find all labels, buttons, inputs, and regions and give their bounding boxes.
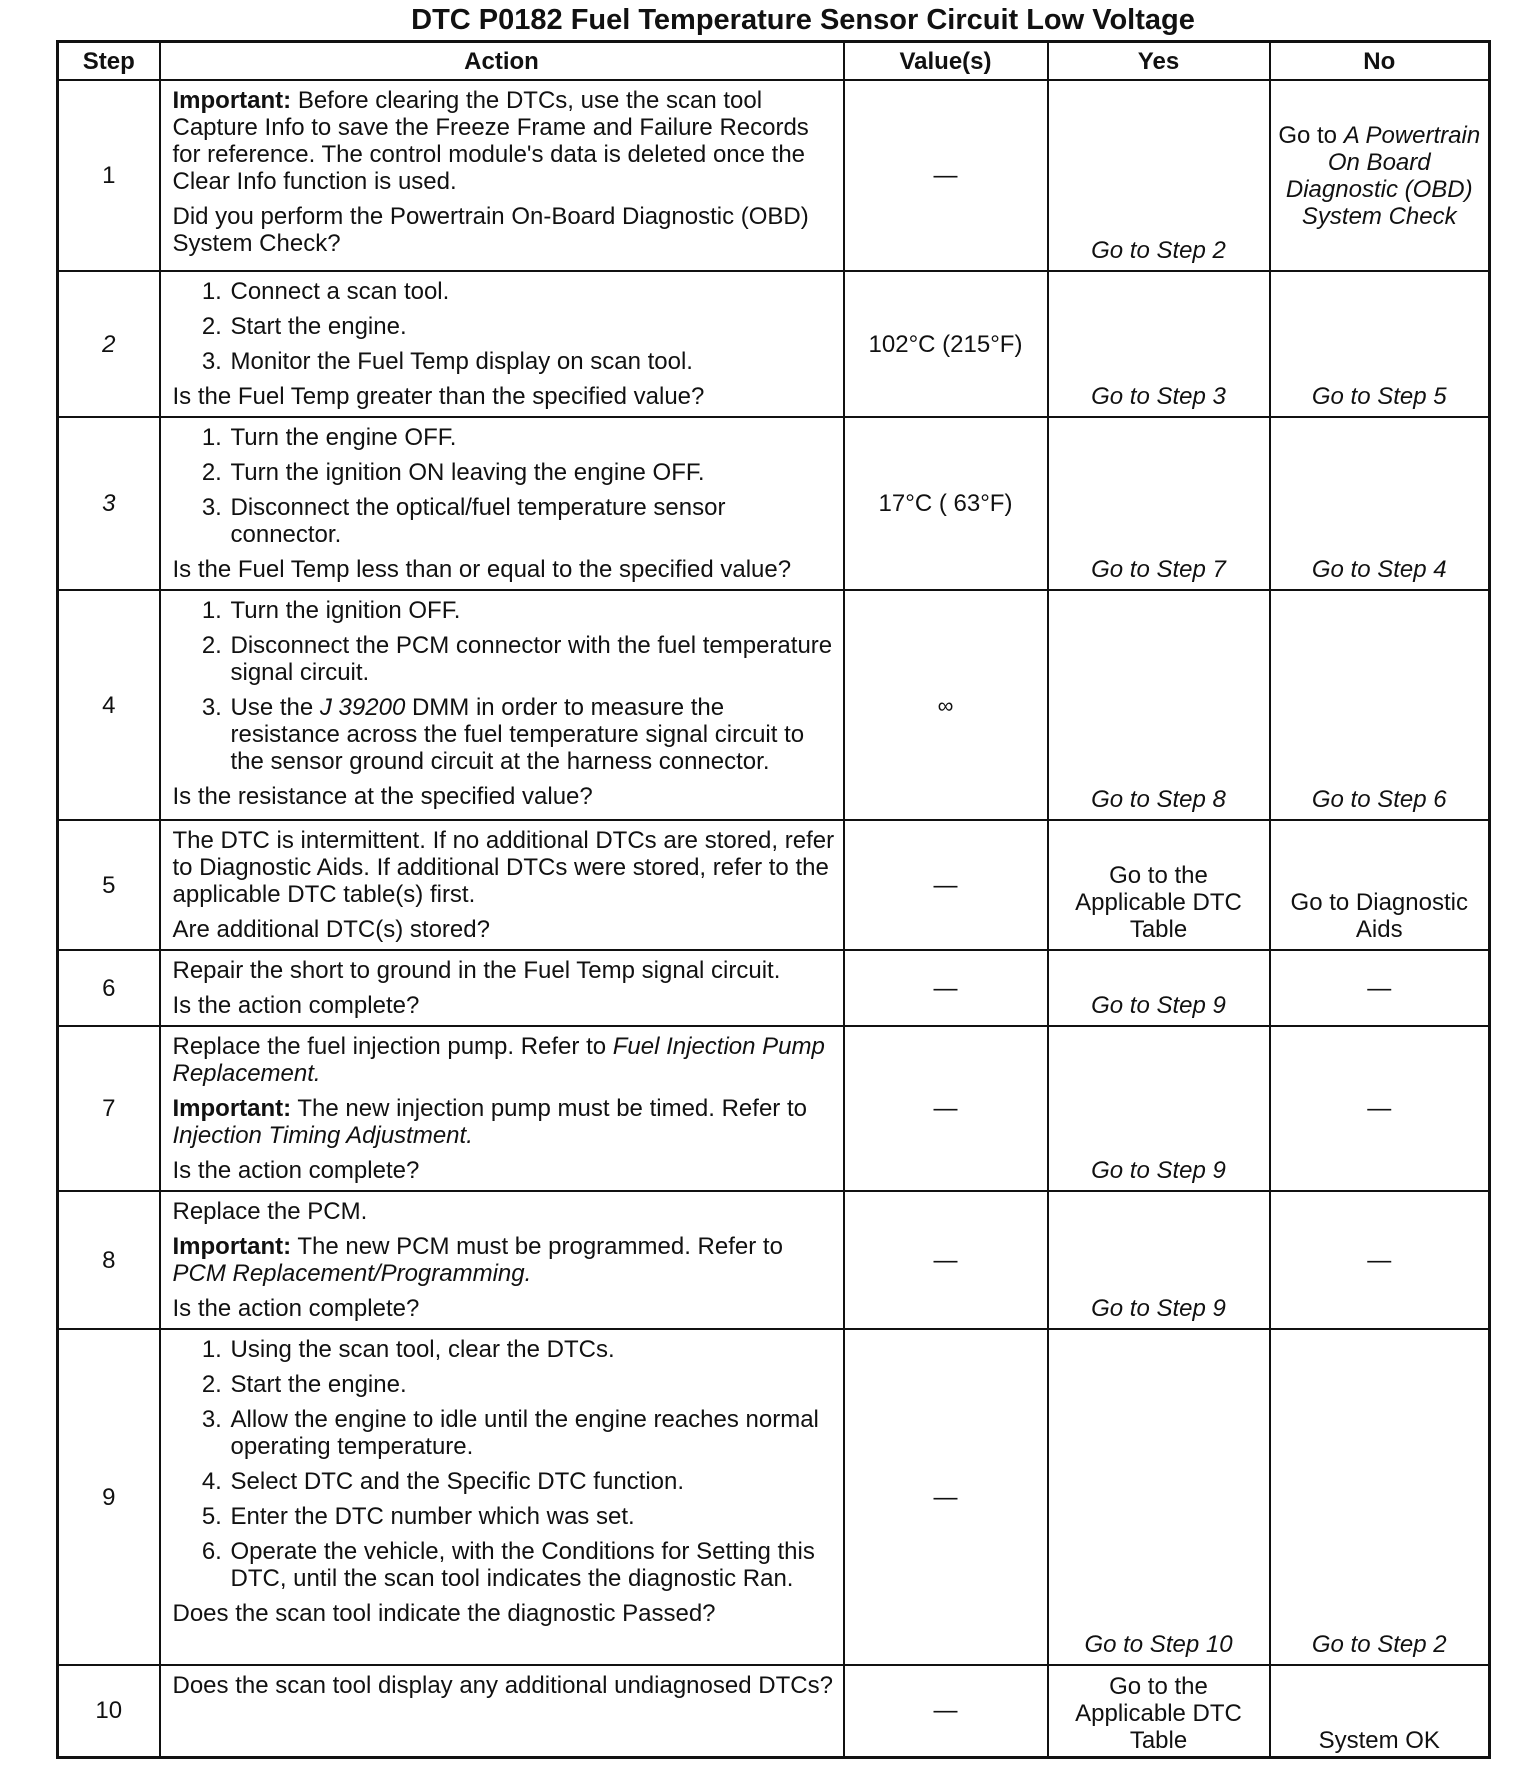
no-value: —	[1367, 974, 1392, 1002]
no-cell	[1270, 1329, 1490, 1665]
step-number: 9	[58, 1329, 160, 1665]
step-number: 2	[58, 271, 160, 417]
action-paragraph	[173, 87, 835, 195]
action-step: 1. Turn the ignition OFF.	[229, 597, 835, 624]
no-cell	[1270, 950, 1490, 1026]
important-label: Important:	[172, 87, 292, 114]
action-cell	[160, 1026, 844, 1191]
action-question: Is the Fuel Temp greater than the specified value?	[172, 383, 705, 410]
action-step: 2. Turn the ignition ON leaving the engine OFF.	[229, 459, 835, 486]
action-question: Is the action complete?	[172, 992, 420, 1019]
table-row	[58, 417, 1490, 590]
table-header-row	[58, 42, 1490, 81]
action-question: Is the Fuel Temp less than or equal to the specified value?	[172, 556, 792, 583]
step-number: 3	[58, 417, 160, 590]
column-header-action: Action	[160, 42, 844, 81]
table-row	[58, 1191, 1490, 1329]
value-text: —	[933, 1483, 958, 1511]
value-cell	[844, 590, 1048, 820]
action-paragraph: Replace the PCM.	[172, 1198, 368, 1225]
action-question: Did you perform the Powertrain On-Board Diagnostic (OBD) System Check?	[172, 203, 809, 257]
no-cell	[1270, 590, 1490, 820]
action-steps-list	[173, 597, 835, 775]
yes-link[interactable]: Go to the Applicable DTC Table	[1075, 1672, 1242, 1754]
yes-link[interactable]: Go to Step 9	[1091, 1157, 1226, 1184]
step-number: 4	[58, 590, 160, 820]
page-title: DTC P0182 Fuel Temperature Sensor Circuit Low Voltage	[411, 4, 1195, 36]
action-cell	[160, 1329, 844, 1665]
yes-cell	[1048, 271, 1270, 417]
no-link[interactable]: Go to Step 2	[1311, 1631, 1447, 1658]
value-cell	[844, 271, 1048, 417]
table-row	[58, 950, 1490, 1026]
column-header-yes: Yes	[1048, 42, 1270, 81]
action-cell	[160, 950, 844, 1026]
value-cell	[844, 417, 1048, 590]
action-question: Is the resistance at the specified value?	[172, 783, 593, 810]
value-cell	[844, 80, 1048, 271]
no-link[interactable]: Go to Step 4	[1311, 556, 1447, 583]
no-link[interactable]: Go to Step 6	[1311, 786, 1447, 813]
no-cell	[1270, 271, 1490, 417]
yes-cell	[1048, 950, 1270, 1026]
table-row	[58, 820, 1490, 950]
step-number: 6	[58, 950, 160, 1026]
table-row	[58, 1026, 1490, 1191]
value-text: 17°C ( 63°F)	[878, 490, 1013, 517]
no-prefix: Go to	[1278, 121, 1344, 149]
no-cell	[1270, 820, 1490, 950]
action-step: 3. Disconnect the optical/fuel temperature sensor connector.	[229, 494, 835, 548]
action-question: Is the action complete?	[172, 1295, 420, 1322]
no-value: —	[1367, 1246, 1392, 1274]
action-text: Replace the fuel injection pump. Refer to	[172, 1033, 613, 1060]
action-text: The new PCM must be programmed. Refer to	[291, 1233, 783, 1260]
procedure-reference: Fuel Injection Pump Replacement.	[172, 1033, 825, 1087]
action-paragraph	[173, 1233, 835, 1287]
action-step	[229, 694, 835, 775]
value-text: 102°C (215°F)	[868, 330, 1023, 358]
yes-cell	[1048, 1026, 1270, 1191]
no-cell	[1270, 1191, 1490, 1329]
action-steps-list	[173, 424, 835, 548]
action-step-text: DMM in order to measure the resistance across the fuel temperature signal circuit to the sensor ground circuit at the harness connector.	[230, 694, 805, 775]
value-cell	[844, 1329, 1048, 1665]
yes-link[interactable]: Go to Step 10	[1084, 1631, 1233, 1658]
action-step: 6. Operate the vehicle, with the Conditions for Setting this DTC, until the scan tool indicates the diagnostic Ran.	[229, 1538, 835, 1592]
step-number: 8	[58, 1191, 160, 1329]
action-paragraph: The DTC is intermittent. If no additional DTCs are stored, refer to Diagnostic Aids. If additional DTCs were stored, refer to the applicable DTC table(s) first.	[172, 827, 835, 908]
no-link[interactable]: Go to Step 5	[1311, 383, 1447, 410]
step-number: 7	[58, 1026, 160, 1191]
action-paragraph	[173, 1095, 835, 1149]
important-label: Important:	[172, 1233, 292, 1260]
value-text: —	[933, 974, 958, 1002]
table-row	[58, 1329, 1490, 1665]
no-cell	[1270, 80, 1490, 271]
action-question: Does the scan tool indicate the diagnostic Passed?	[172, 1600, 716, 1627]
action-step-text: Use the	[230, 694, 320, 721]
yes-link[interactable]: Go to the Applicable DTC Table	[1075, 862, 1242, 943]
tool-reference: J 39200	[319, 694, 406, 721]
step-number: 10	[58, 1665, 160, 1757]
value-text: —	[933, 1246, 958, 1274]
yes-cell	[1048, 80, 1270, 271]
action-steps-list	[173, 278, 835, 375]
no-cell	[1270, 1026, 1490, 1191]
action-paragraph	[173, 1033, 835, 1087]
action-cell	[160, 1665, 844, 1757]
action-step: 3. Allow the engine to idle until the engine reaches normal operating temperature.	[229, 1406, 835, 1460]
yes-cell	[1048, 1665, 1270, 1757]
table-row	[58, 80, 1490, 271]
action-cell	[160, 271, 844, 417]
value-cell	[844, 1026, 1048, 1191]
value-text: —	[933, 1697, 958, 1725]
action-question: Does the scan tool display any additional undiagnosed DTCs?	[172, 1672, 833, 1699]
yes-cell	[1048, 1329, 1270, 1665]
action-steps-list	[173, 1336, 835, 1592]
yes-link[interactable]: Go to Step 2	[1091, 237, 1226, 264]
action-step: 1. Connect a scan tool.	[229, 278, 835, 305]
no-cell	[1270, 417, 1490, 590]
action-text: Before clearing the DTCs, use the scan tool Capture Info to save the Freeze Frame and Failure Records for reference. The control module's data is deleted once the Clear Info function is used.	[172, 87, 809, 195]
procedure-reference: PCM Replacement/Programming.	[172, 1260, 532, 1287]
action-cell	[160, 820, 844, 950]
action-step: 2. Start the engine.	[229, 313, 835, 340]
action-paragraph: Repair the short to ground in the Fuel Temp signal circuit.	[172, 957, 781, 984]
action-cell	[160, 590, 844, 820]
action-step: 3. Monitor the Fuel Temp display on scan tool.	[229, 348, 835, 375]
important-label: Important:	[172, 1095, 292, 1122]
yes-link[interactable]: Go to Step 9	[1091, 1295, 1226, 1322]
yes-cell	[1048, 1191, 1270, 1329]
yes-link[interactable]: Go to Step 9	[1091, 992, 1226, 1019]
value-text: —	[933, 162, 958, 189]
action-step: 2. Start the engine.	[229, 1371, 835, 1398]
no-link[interactable]: Go to Diagnostic Aids	[1290, 889, 1468, 943]
column-header-no: No	[1270, 42, 1490, 81]
yes-link[interactable]: Go to Step 3	[1091, 383, 1226, 410]
value-cell	[844, 820, 1048, 950]
action-step: 5. Enter the DTC number which was set.	[229, 1503, 835, 1530]
step-number: 5	[58, 820, 160, 950]
step-number: 1	[58, 80, 160, 271]
no-value: System OK	[1318, 1726, 1440, 1754]
action-step: 2. Disconnect the PCM connector with the fuel temperature signal circuit.	[229, 632, 835, 686]
value-text: —	[933, 1095, 958, 1122]
no-cell	[1270, 1665, 1490, 1757]
action-cell	[160, 80, 844, 271]
table-row	[58, 1665, 1490, 1757]
action-cell	[160, 1191, 844, 1329]
yes-link[interactable]: Go to Step 7	[1091, 556, 1226, 583]
action-text: The new injection pump must be timed. Refer to	[291, 1095, 807, 1122]
action-question: Are additional DTC(s) stored?	[172, 916, 490, 943]
value-cell	[844, 1665, 1048, 1757]
action-step: 1. Turn the engine OFF.	[229, 424, 835, 451]
no-link[interactable]: A Powertrain On Board Diagnostic (OBD) System Check	[1285, 121, 1481, 230]
column-header-values: Value(s)	[844, 42, 1048, 81]
procedure-reference: Injection Timing Adjustment.	[172, 1122, 473, 1149]
column-header-step: Step	[58, 42, 160, 81]
diagnostic-table	[56, 40, 1491, 1759]
yes-link[interactable]: Go to Step 8	[1091, 786, 1226, 813]
action-step: 1. Using the scan tool, clear the DTCs.	[229, 1336, 835, 1363]
action-cell	[160, 417, 844, 590]
yes-cell	[1048, 820, 1270, 950]
value-cell	[844, 1191, 1048, 1329]
table-row	[58, 271, 1490, 417]
value-text: —	[933, 871, 958, 899]
value-cell	[844, 950, 1048, 1026]
action-step: 4. Select DTC and the Specific DTC function.	[229, 1468, 835, 1495]
table-row	[58, 590, 1490, 820]
value-text: ∞	[937, 692, 954, 718]
yes-cell	[1048, 590, 1270, 820]
yes-cell	[1048, 417, 1270, 590]
action-question: Is the action complete?	[172, 1157, 420, 1184]
no-value: —	[1367, 1095, 1392, 1122]
